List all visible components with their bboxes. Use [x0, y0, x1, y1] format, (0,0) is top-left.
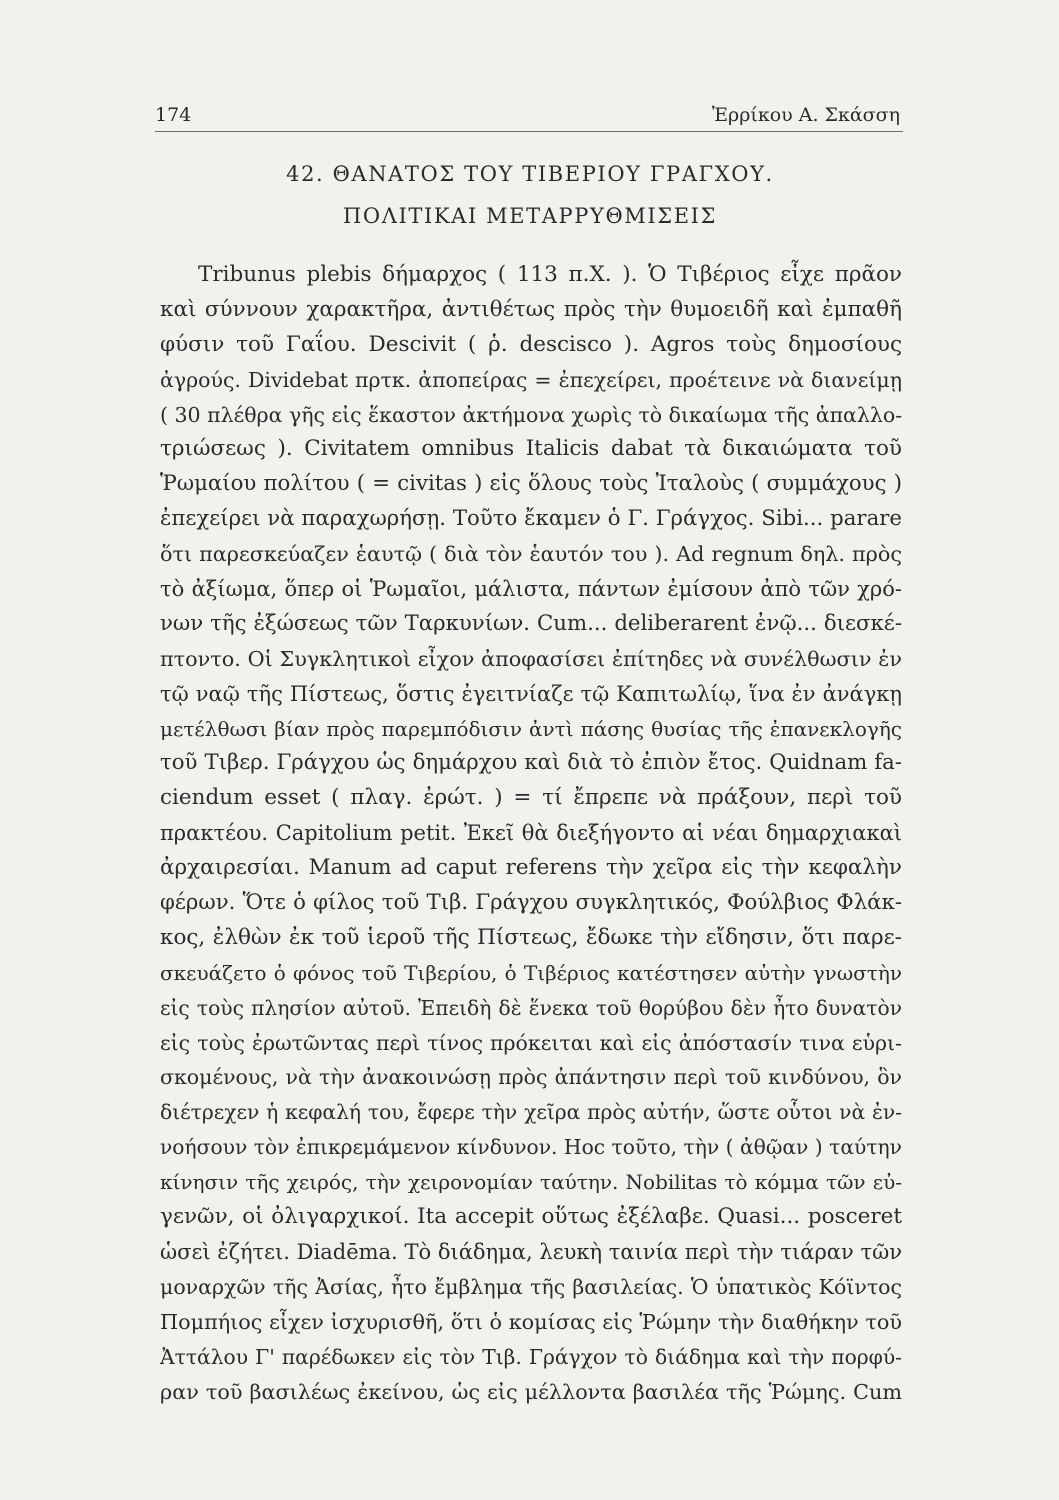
header-rule: [155, 131, 903, 132]
text-line: πρακτέου. Capitolium petit. Ἐκεῖ θὰ διεξήγοντο αἱ νέαι δημαρχιακαὶ: [160, 821, 902, 846]
text-line: μοναρχῶν τῆς Ἀσίας, ἦτο ἔμβλημα τῆς βασιλείας. Ὁ ὑπατικὸς Κόϊντος: [160, 1274, 902, 1299]
text-line: ἀγρούς. Dividebat πρτκ. ἀποπείρας = ἐπεχείρει, προέτεινε νὰ διανείμῃ: [160, 367, 902, 392]
text-line: κίνησιν τῆς χειρός, τὴν χειρονομίαν ταύτην. Nobilitas τὸ κόμμα τῶν εὐ-: [160, 1170, 902, 1195]
page-header: [155, 96, 900, 126]
text-line: φέρων. Ὅτε ὁ φίλος τοῦ Τιβ. Γράγχου συγκλητικός, Φούλβιος Φλάκ-: [160, 890, 902, 916]
text-line: Tribunus plebis δήμαρχος ( 113 π.Χ. ). Ὁ Τιβέριος εἶχε πρᾶον: [198, 262, 902, 287]
text-line: νων τῆς ἐξώσεως τῶν Ταρκυνίων. Cum... deliberarent ἐνῷ... διεσκέ-: [160, 610, 902, 636]
running-title: Ἐρρίκου Α. Σκάσση: [711, 104, 900, 126]
text-line: μετέλθωσι βίαν πρὸς παρεμπόδισιν ἀντὶ πάσης θυσίας τῆς ἐπανεκλογῆς: [160, 716, 902, 741]
text-line: τῷ ναῷ τῆς Πίστεως, ὅστις ἐγειτνίαζε τῷ Καπιτωλίῳ, ἵνα ἐν ἀνάγκῃ: [160, 681, 902, 706]
text-line: ἀρχαιρεσίαι. Manum ad caput referens τὴν χεῖρα εἰς τὴν κεφαλὴν: [160, 855, 902, 881]
text-line: πτοντο. Οἱ Συγκλητικοὶ εἶχον ἀποφασίσει ἐπίτηδες νὰ συνέλθωσιν ἐν: [160, 646, 902, 671]
text-line: τὸ ἀξίωμα, ὅπερ οἱ Ῥωμαῖοι, μάλιστα, πάντων ἐμίσουν ἀπὸ τῶν χρό-: [160, 577, 902, 602]
text-line: ὅτι παρεσκεύαζεν ἑαυτῷ ( διὰ τὸν ἑαυτόν του ). Ad regnum δηλ. πρὸς: [160, 542, 902, 567]
body-paragraph: [160, 258, 902, 1409]
text-line: γενῶν, οἱ ὀλιγαρχικοί. Ita accepit οὕτως ἐξέλαβε. Quasi... posceret: [160, 1204, 902, 1230]
text-line: Πομπήιος εἶχεν ἰσχυρισθῆ, ὅτι ὁ κομίσας εἰς Ῥώμην τὴν διαθήκην τοῦ: [160, 1309, 902, 1334]
text-line: Ῥωμαίου πολίτου ( = civitas ) εἰς ὅλους τοὺς Ἰταλοὺς ( συμμάχους ): [160, 471, 902, 497]
text-line: σκομένους, νὰ τὴν ἀνακοινώσῃ πρὸς ἀπάντησιν περὶ τοῦ κινδύνου, ὃν: [160, 1065, 902, 1090]
text-line: ciendum esset ( πλαγ. ἐρώτ. ) = τί ἔπρεπε νὰ πράξουν, περὶ τοῦ: [160, 785, 902, 811]
text-line: ὡσεὶ ἐζήτει. Diadēma. Τὸ διάδημα, λευκὴ ταινία περὶ τὴν τιάραν τῶν: [160, 1239, 902, 1264]
page-number: 174: [155, 104, 192, 126]
text-line: ραν τοῦ βασιλέως ἐκείνου, ὡς εἰς μέλλοντα βασιλέα τῆς Ῥώμης. Cum: [160, 1379, 902, 1404]
section-title-line-1: 42. ΘΑΝΑΤΟΣ ΤΟΥ ΤΙΒΕΡΙΟΥ ΓΡΑΓΧΟΥ.: [286, 162, 774, 186]
text-line: Ἀττάλου Γ' παρέδωκεν εἰς τὸν Τιβ. Γράγχον τὸ διάδημα καὶ τὴν πορφύ-: [160, 1344, 902, 1369]
text-line: εἰς τοὺς πλησίον αὐτοῦ. Ἐπειδὴ δὲ ἕνεκα τοῦ θορύβου δὲν ἦτο δυνατὸν: [160, 995, 902, 1020]
text-line: ἐπεχείρει νὰ παραχωρήσῃ. Τοῦτο ἔκαμεν ὁ Γ. Γράγχος. Sibi... parare: [160, 506, 902, 532]
section-title-line-2: ΠΟΛΙΤΙΚΑΙ ΜΕΤΑΡΡΥΘΜΙΣΕΙΣ: [343, 204, 717, 228]
text-line: σκευάζετο ὁ φόνος τοῦ Τιβερίου, ὁ Τιβέριος κατέστησεν αὐτὴν γνωστὴν: [160, 960, 902, 985]
text-line: νοήσουν τὸν ἐπικρεμάμενον κίνδυνον. Hoc τοῦτο, τὴν ( ἀθῷαν ) ταύτην: [160, 1135, 902, 1160]
text-line: τοῦ Τιβερ. Γράγχου ὡς δημάρχου καὶ διὰ τὸ ἐπιὸν ἔτος. Quidnam fa-: [160, 750, 902, 776]
text-line: φύσιν τοῦ Γαΐου. Descivit ( ῥ. descisco ). Agros τοὺς δημοσίους: [160, 331, 902, 357]
text-line: τριώσεως ). Civitatem omnibus Italicis dabat τὰ δικαιώματα τοῦ: [160, 436, 902, 462]
text-line: εἰς τοὺς ἐρωτῶντας περὶ τίνος πρόκειται καὶ εἰς ἀπόστασίν τινα εὑρι-: [160, 1030, 902, 1055]
text-line: καὶ σύννουν χαρακτῆρα, ἀντιθέτως πρὸς τὴν θυμοειδῆ καὶ ἐμπαθῆ: [160, 296, 902, 322]
text-line: ( 30 πλέθρα γῆς εἰς ἕκαστον ἀκτήμονα χωρὶς τὸ δικαίωμα τῆς ἀπαλλο-: [160, 402, 903, 427]
text-line: διέτρεχεν ἡ κεφαλή του, ἔφερε τὴν χεῖρα πρὸς αὐτήν, ὥστε οὗτοι νὰ ἐν-: [160, 1100, 902, 1125]
text-line: κος, ἐλθὼν ἐκ τοῦ ἱεροῦ τῆς Πίστεως, ἔδωκε τὴν εἴδησιν, ὅτι παρε-: [160, 924, 902, 950]
